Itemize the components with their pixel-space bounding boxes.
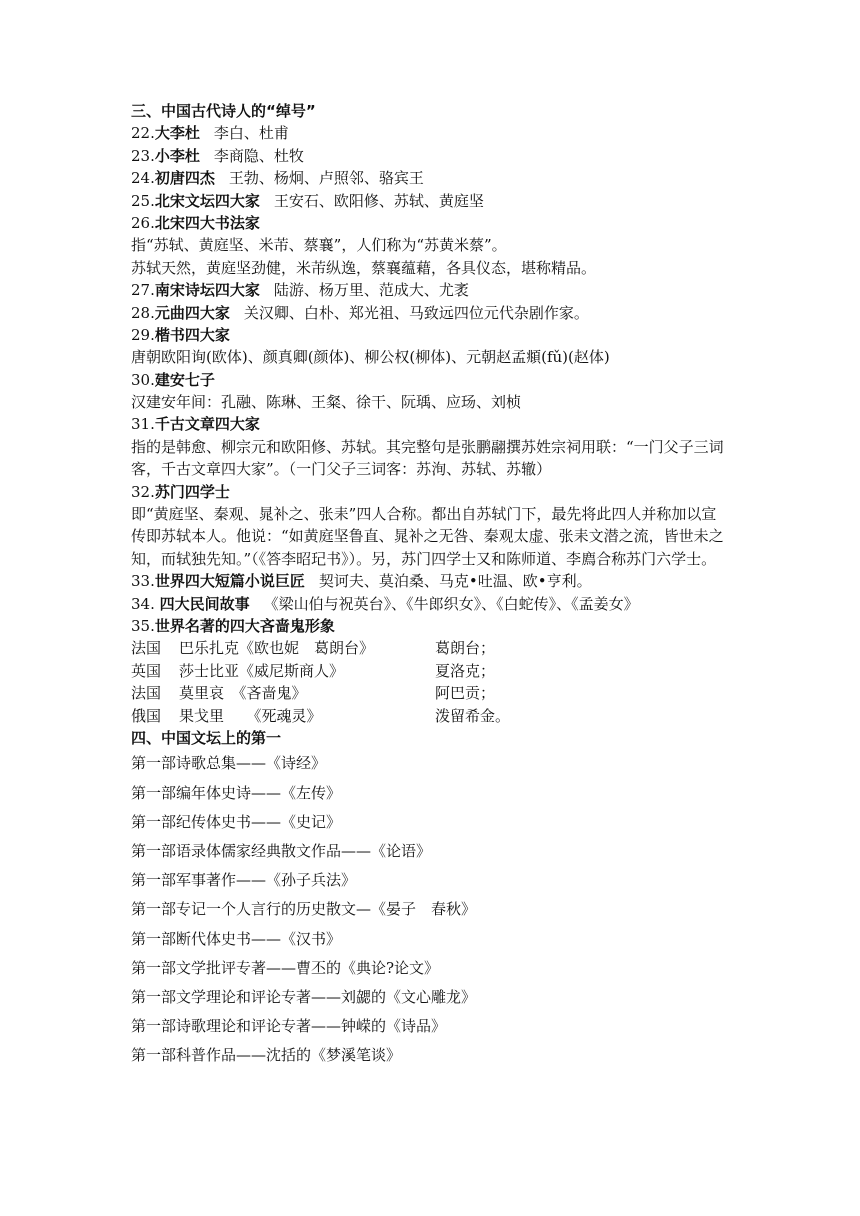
- list-item: 第一部专记一个人言行的历史散文—《晏子 春秋》: [131, 900, 477, 919]
- miser-row: [131, 705, 731, 727]
- item-title: 小李杜: [154, 146, 200, 165]
- miser-row: [131, 682, 731, 704]
- item-title: 楷书四大家: [154, 325, 230, 344]
- list-item-27: [131, 279, 731, 301]
- item-text: 《梁山伯与祝英台》、《牛郎织女》、《白蛇传》、《孟姜女》: [263, 594, 639, 613]
- miser-work: 巴乐扎克《欧也妮 葛朗台》: [179, 639, 375, 658]
- list-item: 第一部纪传体史书——《史记》: [131, 812, 342, 831]
- item-26-line-1: 指“苏轼、黄庭坚、米芾、蔡襄”，人们称为“苏黄米蔡”。: [131, 236, 507, 255]
- miser-country: 法国: [131, 639, 162, 658]
- list-item: 第一部军事著作——《孙子兵法》: [131, 871, 357, 890]
- firsts-list: [131, 749, 731, 1070]
- list-item-30: [131, 369, 731, 391]
- item-number: 24.: [131, 169, 155, 188]
- item-number: 30.: [131, 370, 155, 389]
- miser-row: [131, 637, 731, 659]
- item-number: 31.: [131, 415, 155, 434]
- list-item-33: [131, 570, 731, 592]
- list-item-29: [131, 324, 731, 346]
- list-item-34: [131, 593, 731, 615]
- item-number: 22.: [131, 124, 155, 143]
- miser-country: 法国: [131, 684, 162, 703]
- list-item-35: [131, 615, 731, 637]
- item-title: 大李杜: [154, 124, 200, 143]
- list-item-22: [131, 122, 731, 144]
- miser-character: 葛朗台；: [435, 639, 496, 658]
- item-title: 北宋四大书法家: [154, 213, 260, 232]
- item-title: 苏门四学士: [154, 482, 230, 501]
- item-text: 王安石、欧阳修、苏轼、黄庭坚: [273, 191, 484, 210]
- document-content: [131, 100, 731, 1070]
- item-32-paragraph: 即“黄庭坚、秦观、晁补之、张耒”四人合称。都出自苏轼门下，最先将此四人并称加以宣传即苏轼本人。他说：“如黄庭坚鲁直、晁补之无咎、秦观太虚、张耒文潜之流，皆世未之知，而轼独先知。”（《答李昭玘书》）。另，苏门四学士又和陈师道、李廌合称苏门六学士。: [131, 505, 724, 568]
- item-text: 陆游、杨万里、范成大、尤袤: [273, 281, 469, 300]
- miser-character: 泼留希金。: [435, 706, 511, 725]
- item-number: 34.: [131, 594, 155, 613]
- item-number: 23.: [131, 146, 155, 165]
- item-29-line-1: 唐朝欧阳询(欧体)、颜真卿(颜体)、柳公权(柳体)、元朝赵孟頫(fǔ)(赵体): [131, 348, 610, 367]
- miser-row: [131, 660, 731, 682]
- miser-country: 英国: [131, 661, 162, 680]
- list-item: 第一部文学批评专著——曹丕的《典论?论文》: [131, 958, 440, 977]
- item-text: 契诃夫、莫泊桑、马克•吐温、欧•亨利。: [318, 572, 592, 591]
- section-heading-4: 四、中国文坛上的第一: [131, 729, 282, 748]
- item-26-line-2: 苏轼天然，黄庭坚劲健，米芾纵逸，蔡襄蕴藉，各具仪态，堪称精品。: [131, 258, 597, 277]
- item-number: 26.: [131, 213, 155, 232]
- list-item-26: [131, 212, 731, 234]
- list-item-31: [131, 413, 731, 435]
- list-item: 第一部诗歌总集——《诗经》: [131, 754, 327, 773]
- item-number: 35.: [131, 617, 155, 636]
- miser-work: 莎士比亚《威尼斯商人》: [179, 661, 345, 680]
- list-item-23: [131, 145, 731, 167]
- section-heading-3: 三、中国古代诗人的“绰号”: [131, 102, 316, 120]
- item-title: 四大民间故事: [159, 594, 250, 613]
- miser-work: 莫里哀 《吝啬鬼》: [179, 684, 307, 703]
- miser-country: 俄国: [131, 706, 162, 725]
- item-30-line-1: 汉建安年间：孔融、陈琳、王粲、徐干、阮瑀、应玚、刘桢: [131, 393, 522, 412]
- list-item: 第一部编年体史诗——《左传》: [131, 783, 342, 802]
- item-number: 29.: [131, 325, 155, 344]
- list-item-25: [131, 190, 731, 212]
- item-title: 初唐四杰: [154, 169, 215, 188]
- item-number: 25.: [131, 191, 155, 210]
- miser-work: 果戈里 《死魂灵》: [179, 706, 322, 725]
- item-title: 建安七子: [154, 370, 215, 389]
- item-number: 27.: [131, 281, 155, 300]
- item-title: 元曲四大家: [154, 303, 230, 322]
- list-item: 第一部诗歌理论和评论专著——钟嵘的《诗品》: [131, 1017, 447, 1036]
- item-text: 关汉卿、白朴、郑光祖、马致远四位元代杂剧作家。: [243, 303, 589, 322]
- item-31-paragraph: 指的是韩愈、柳宗元和欧阳修、苏轼。其完整句是张鹏翮撰苏姓宗祠用联：“一门父子三词客，千古文章四大家”。（一门父子三词客：苏洵、苏轼、苏辙）: [131, 437, 724, 479]
- miser-character: 阿巴贡；: [435, 684, 496, 703]
- item-number: 32.: [131, 482, 155, 501]
- item-title: 南宋诗坛四大家: [154, 281, 260, 300]
- item-number: 28.: [131, 303, 155, 322]
- item-title: 世界名著的四大吝啬鬼形象: [154, 617, 335, 636]
- list-item: 第一部断代体史书——《汉书》: [131, 929, 342, 948]
- item-number: 33.: [131, 572, 155, 591]
- list-item-24: [131, 167, 731, 189]
- item-text: 王勃、杨炯、卢照邻、骆宾王: [228, 169, 424, 188]
- item-text: 李白、杜甫: [213, 124, 289, 143]
- list-item-28: [131, 302, 731, 324]
- item-title: 世界四大短篇小说巨匠: [154, 572, 305, 591]
- item-title: 北宋文坛四大家: [154, 191, 260, 210]
- item-text: 李商隐、杜牧: [213, 146, 304, 165]
- list-item-32: [131, 481, 731, 503]
- item-title: 千古文章四大家: [154, 415, 260, 434]
- list-item: 第一部语录体儒家经典散文作品——《论语》: [131, 841, 432, 860]
- list-item: 第一部文学理论和评论专著——刘勰的《文心雕龙》: [131, 987, 477, 1006]
- miser-character: 夏洛克；: [435, 661, 496, 680]
- list-item: 第一部科普作品——沈括的《梦溪笔谈》: [131, 1046, 402, 1065]
